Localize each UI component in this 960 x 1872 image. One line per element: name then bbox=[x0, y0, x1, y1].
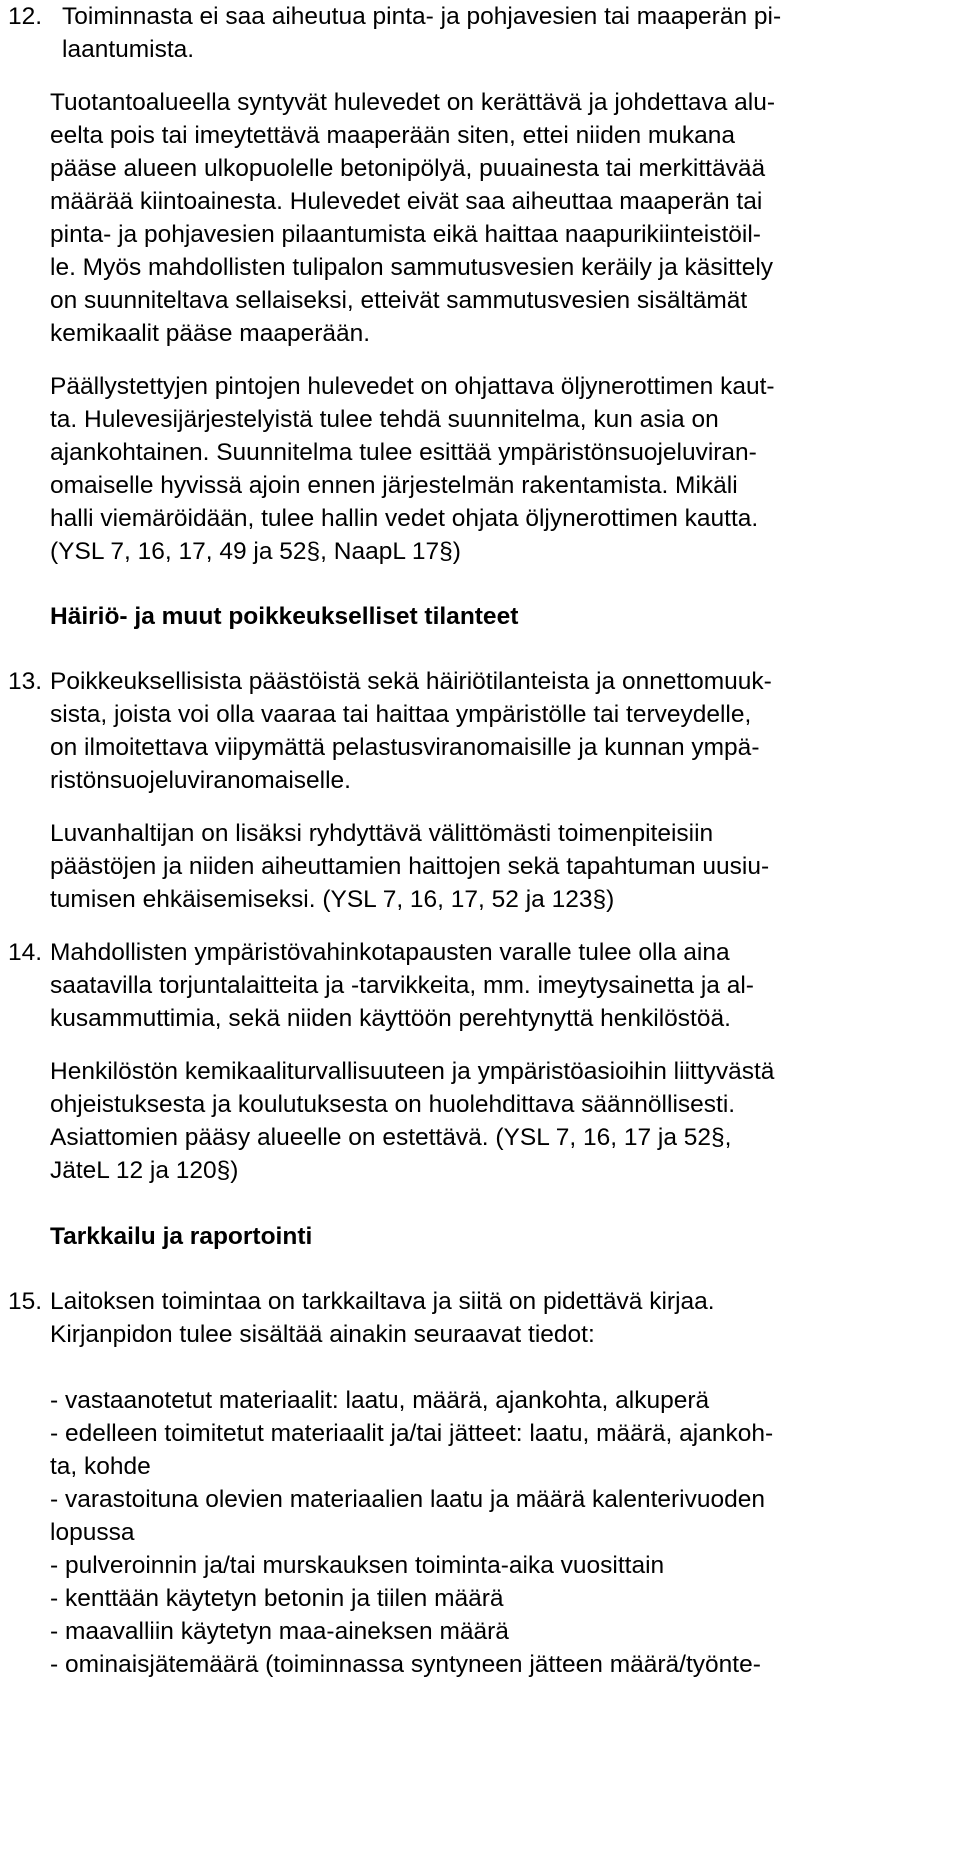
text-line: Henkilöstön kemikaaliturvallisuuteen ja ympäristöasioihin liittyvästä bbox=[50, 1058, 775, 1085]
text-line: Päällystettyjen pintojen hulevedet on ohjattava öljynerottimen kaut- bbox=[50, 373, 775, 400]
text-line: saatavilla torjuntalaitteita ja -tarvikkeita, mm. imeytysainetta ja al- bbox=[50, 972, 754, 999]
text-line: kemikaalit pääse maaperään. bbox=[50, 320, 371, 347]
list-item: - kenttään käytetyn betonin ja tiilen määrä bbox=[50, 1585, 504, 1612]
list-item: - ominaisjätemäärä (toiminnassa syntyneen jätteen määrä/työnte- bbox=[50, 1651, 761, 1678]
text-line: pinta- ja pohjavesien pilaantumista eikä haittaa naapurikiinteistöil- bbox=[50, 221, 761, 248]
list-item: - vastaanotetut materiaalit: laatu, määrä, ajankohta, alkuperä bbox=[50, 1387, 710, 1414]
text-line: tumisen ehkäisemiseksi. (YSL 7, 16, 17, 52 ja 123§) bbox=[50, 886, 615, 913]
item-number-12: 12. bbox=[8, 3, 43, 30]
item-number-13: 13. bbox=[8, 668, 43, 695]
text-line: sista, joista voi olla vaaraa tai haittaa ympäristölle tai terveydelle, bbox=[50, 701, 752, 728]
text-line: laantumista. bbox=[62, 36, 195, 63]
item-number-14: 14. bbox=[8, 939, 43, 966]
text-line: omaiselle hyvissä ajoin ennen järjestelmän rakentamista. Mikäli bbox=[50, 472, 738, 499]
list-item: - pulveroinnin ja/tai murskauksen toiminta-aika vuosittain bbox=[50, 1552, 665, 1579]
text-line: eelta pois tai imeytettävä maaperään siten, ettei niiden mukana bbox=[50, 122, 736, 149]
section-heading: Häiriö- ja muut poikkeukselliset tilanteet bbox=[50, 603, 519, 630]
text-line: pääse alueen ulkopuolelle betonipölyä, puuainesta tai merkittävää bbox=[50, 155, 766, 182]
text-line: ohjeistuksesta ja koulutuksesta on huolehdittava säännöllisesti. bbox=[50, 1091, 736, 1118]
item-number-15: 15. bbox=[8, 1288, 43, 1315]
text-line: Tuotantoalueella syntyvät hulevedet on kerättävä ja johdettava alu- bbox=[50, 89, 776, 116]
list-item: lopussa bbox=[50, 1519, 135, 1546]
text-line: ajankohtainen. Suunnitelma tulee esittää ympäristönsuojeluviran- bbox=[50, 439, 757, 466]
list-item: ta, kohde bbox=[50, 1453, 151, 1480]
text-line: JäteL 12 ja 120§) bbox=[50, 1157, 239, 1184]
text-line: Luvanhaltijan on lisäksi ryhdyttävä välittömästi toimenpiteisiin bbox=[50, 820, 714, 847]
text-line: Asiattomien pääsy alueelle on estettävä. (YSL 7, 16, 17 ja 52§, bbox=[50, 1124, 732, 1151]
list-item: - maavalliin käytetyn maa-aineksen määrä bbox=[50, 1618, 509, 1645]
text-line: kusammuttimia, sekä niiden käyttöön perehtynyttä henkilöstöä. bbox=[50, 1005, 731, 1032]
text-line: Laitoksen toimintaa on tarkkailtava ja siitä on pidettävä kirjaa. bbox=[50, 1288, 715, 1315]
text-line: päästöjen ja niiden aiheuttamien haittojen sekä tapahtuman uusiu- bbox=[50, 853, 770, 880]
text-line: le. Myös mahdollisten tulipalon sammutusvesien keräily ja käsittely bbox=[50, 254, 774, 281]
list-item: - varastoituna olevien materiaalien laatu ja määrä kalenterivuoden bbox=[50, 1486, 765, 1513]
text-line: on suunniteltava sellaiseksi, etteivät sammutusvesien sisältämät bbox=[50, 287, 748, 314]
text-line: ristönsuojeluviranomaiselle. bbox=[50, 767, 351, 794]
text-line: on ilmoitettava viipymättä pelastusviranomaisille ja kunnan ympä- bbox=[50, 734, 760, 761]
text-line: Kirjanpidon tulee sisältää ainakin seuraavat tiedot: bbox=[50, 1321, 595, 1348]
text-line: määrää kiintoainesta. Hulevedet eivät saa aiheuttaa maaperän tai bbox=[50, 188, 763, 215]
text-line: halli viemäröidään, tulee hallin vedet ohjata öljynerottimen kautta. bbox=[50, 505, 759, 532]
text-line: (YSL 7, 16, 17, 49 ja 52§, NaapL 17§) bbox=[50, 538, 461, 565]
list-item: - edelleen toimitetut materiaalit ja/tai jätteet: laatu, määrä, ajankoh- bbox=[50, 1420, 774, 1447]
text-line: Poikkeuksellisista päästöistä sekä häiriötilanteista ja onnettomuuk- bbox=[50, 668, 772, 695]
text-line: Mahdollisten ympäristövahinkotapausten varalle tulee olla aina bbox=[50, 939, 730, 966]
section-heading: Tarkkailu ja raportointi bbox=[50, 1223, 313, 1250]
text-line: Toiminnasta ei saa aiheutua pinta- ja pohjavesien tai maaperän pi- bbox=[62, 3, 782, 30]
text-line: ta. Hulevesijärjestelyistä tulee tehdä suunnitelma, kun asia on bbox=[50, 406, 719, 433]
